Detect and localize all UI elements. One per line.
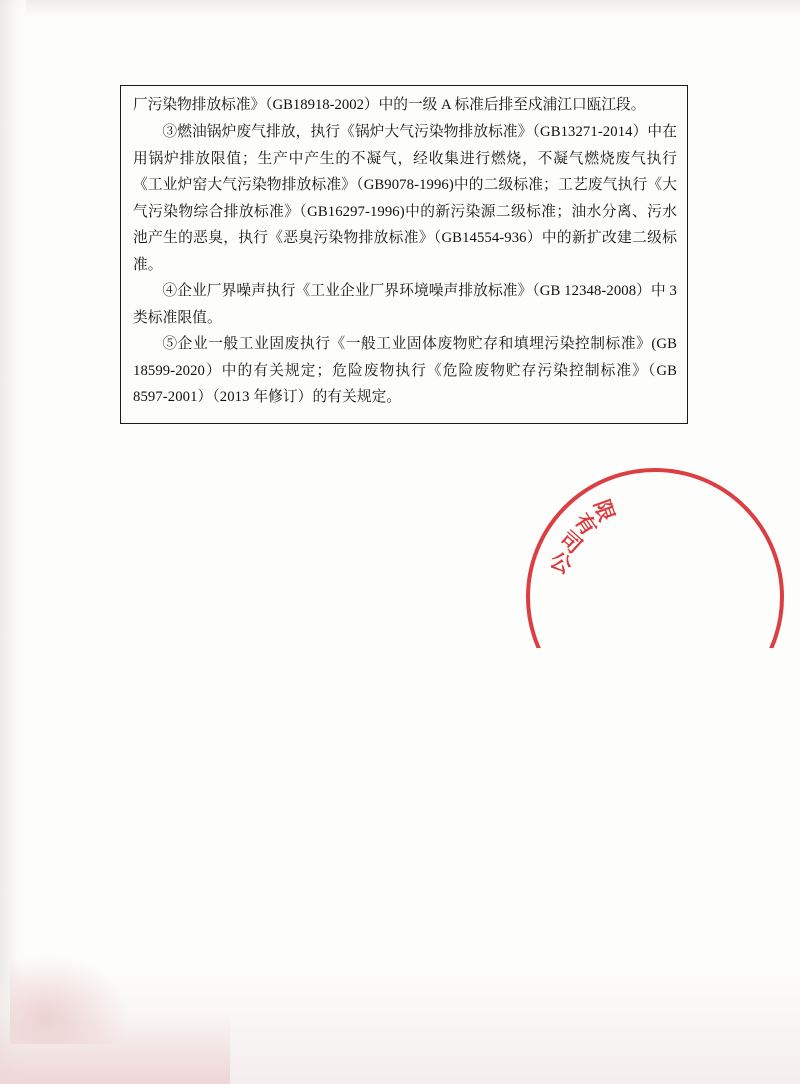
official-seal: [508, 468, 798, 648]
seal-text-ring: 公 司 有 限: [546, 496, 619, 579]
truncated-continuation-line: 厂污染物排放标准》（GB18918-2002）中的一级 A 标准后排至戍浦江口瓯江段。: [133, 97, 646, 113]
seal-ring: [526, 468, 784, 648]
document-text-block: [120, 85, 688, 424]
paragraph-item-4: ④企业厂界噪声执行《工业企业厂界环境噪声排放标准》（GB 12348-2008）中 3 类标准限值。: [133, 283, 677, 326]
paragraph-item-3: ③燃油锅炉废气排放，执行《锅炉大气污染物排放标准》（GB13271-2014）中在用锅炉排放限值；生产中产生的不凝气，经收集进行燃烧，不凝气燃烧废气执行《工业炉窑大气污染物排放标准》（GB9078-1996)中的二级标准；工艺废气执行《大气污染物综合排放标准》（GB16297-1996)中的新污染源二级标准；油水分离、污水池产生的恶臭，执行《恶臭污染物排放标准》（GB14554-936）中的新扩改建二级标准。: [133, 124, 677, 273]
scan-edge-shading-top: [0, 0, 800, 18]
scan-edge-shading-left: [0, 0, 26, 1084]
paragraph-item-5: ⑤企业一般工业固废执行《一般工业固体废物贮存和填埋污染控制标准》(GB 18599-2020）中的有关规定；危险废物执行《危险废物贮存污染控制标准》（GB 8597-2001）（2013 年修订）的有关规定。: [133, 336, 677, 405]
scan-stain-secondary: [0, 1014, 230, 1084]
